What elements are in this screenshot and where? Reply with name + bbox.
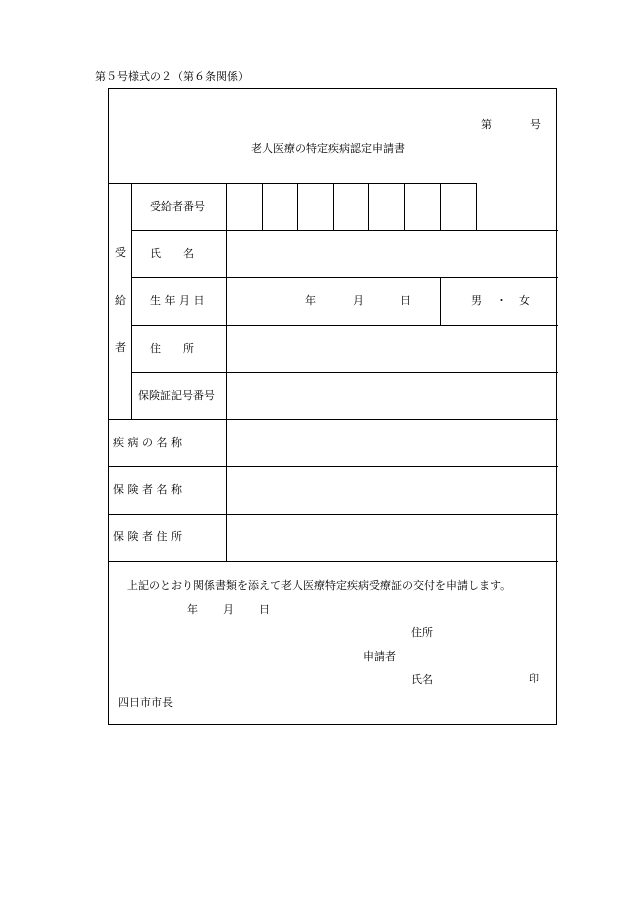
digit-box-divider bbox=[404, 183, 405, 230]
grid-line bbox=[109, 466, 558, 467]
applicant-address-label: 住所 bbox=[411, 626, 433, 639]
grid-line bbox=[109, 183, 476, 184]
address-label: 住 所 bbox=[150, 342, 194, 355]
digit-box-divider bbox=[297, 183, 298, 230]
seal-mark: 印 bbox=[529, 674, 539, 685]
grid-line bbox=[131, 183, 132, 419]
recipient-number-label: 受給者番号 bbox=[150, 200, 205, 213]
application-day-unit: 日 bbox=[259, 603, 270, 616]
document-number-prefix: 第 bbox=[481, 118, 492, 131]
birth-month-unit: 月 bbox=[353, 294, 364, 307]
disease-name-label: 疾 病 の 名 称 bbox=[113, 436, 182, 449]
birth-date-label: 生 年 月 日 bbox=[150, 294, 205, 307]
form-title: 老人医療の特定疾病認定申請書 bbox=[251, 142, 405, 155]
digit-box-divider bbox=[440, 183, 441, 230]
recipient-side-label-3: 者 bbox=[115, 341, 126, 354]
application-year-unit: 年 bbox=[187, 603, 198, 616]
recipient-side-label-2: 給 bbox=[115, 294, 126, 307]
document-number-suffix: 号 bbox=[530, 118, 541, 131]
form-number-label: 第５号様式の２（第６条関係） bbox=[95, 70, 249, 83]
grid-line bbox=[226, 183, 227, 561]
gender-separator: ・ bbox=[496, 294, 507, 307]
grid-line bbox=[131, 372, 558, 373]
grid-line bbox=[131, 230, 558, 231]
application-month-unit: 月 bbox=[223, 603, 234, 616]
application-statement: 上記のとおり関係書類を添えて老人医療特定疾病受療証の交付を申請します。 bbox=[127, 579, 512, 592]
addressee: 四日市市長 bbox=[118, 696, 173, 709]
digit-box-divider bbox=[262, 183, 263, 230]
birth-day-unit: 日 bbox=[400, 294, 411, 307]
name-label: 氏 名 bbox=[150, 247, 194, 260]
grid-line bbox=[109, 514, 558, 515]
grid-line bbox=[109, 561, 558, 562]
gender-female: 女 bbox=[519, 294, 530, 307]
grid-line bbox=[440, 277, 441, 325]
insurance-card-label: 保険証記号番号 bbox=[138, 389, 215, 402]
insurer-address-label: 保 険 者 住 所 bbox=[113, 530, 182, 543]
grid-line bbox=[109, 419, 558, 420]
recipient-side-label-1: 受 bbox=[115, 246, 126, 259]
applicant-label: 申請者 bbox=[363, 650, 396, 663]
grid-line bbox=[131, 277, 558, 278]
gender-male: 男 bbox=[471, 294, 482, 307]
digit-box-divider bbox=[333, 183, 334, 230]
insurer-name-label: 保 険 者 名 称 bbox=[113, 483, 182, 496]
grid-line bbox=[131, 325, 558, 326]
birth-year-unit: 年 bbox=[305, 294, 316, 307]
applicant-name-label: 氏名 bbox=[411, 673, 433, 686]
digit-box-divider bbox=[476, 183, 477, 230]
application-form bbox=[108, 88, 557, 725]
digit-box-divider bbox=[368, 183, 369, 230]
